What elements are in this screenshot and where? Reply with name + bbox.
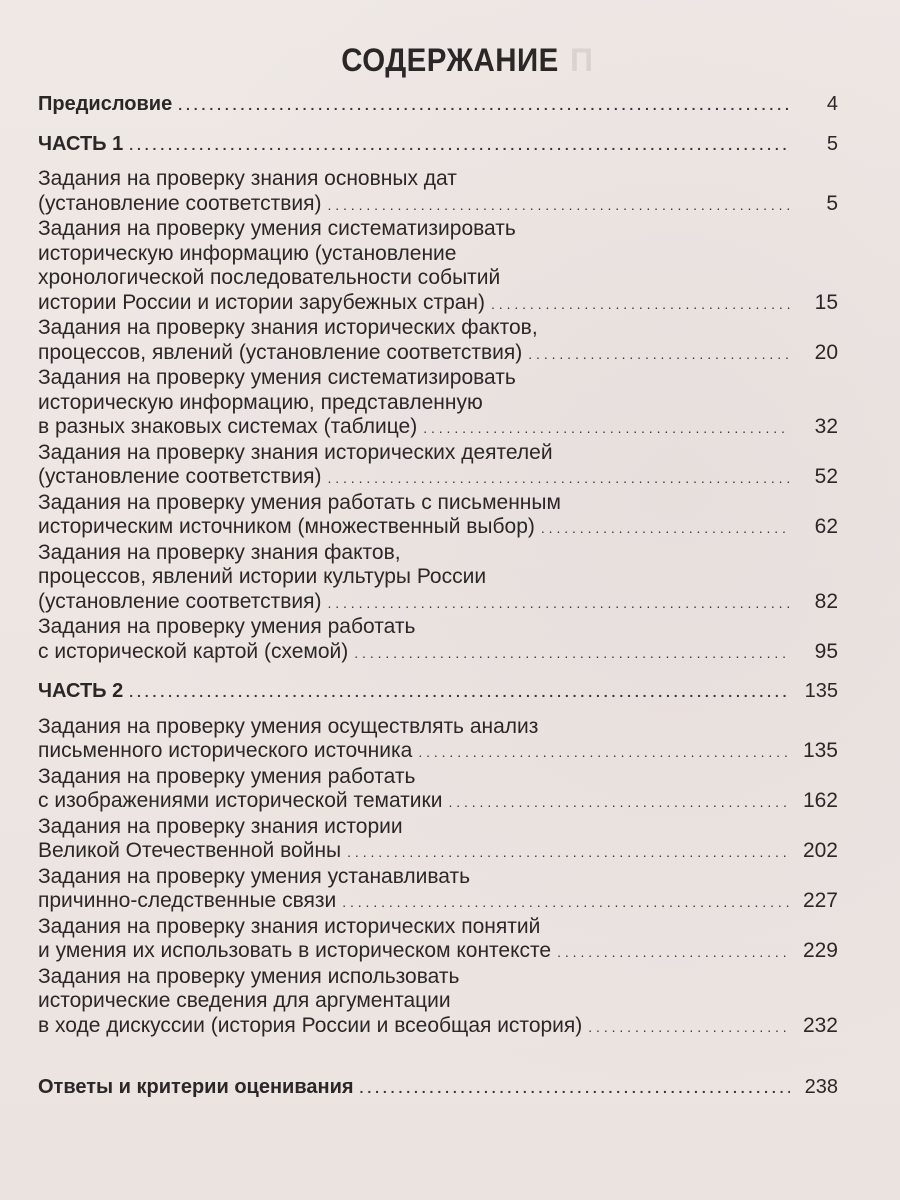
toc-entry-line: Задания на проверку знания исторических понятий [38, 914, 541, 938]
dot-leader [360, 1076, 790, 1101]
toc-entry-line: историческим источником (множественный выбор) [38, 515, 535, 538]
toc-entry[interactable] [38, 316, 838, 366]
toc-entry[interactable] [38, 965, 838, 1040]
toc-entry-line: и умения их использовать в историческом контексте [38, 939, 552, 962]
toc-entry-line: процессов, явлений (установление соответствия) [38, 340, 523, 364]
toc-page-number: 4 [826, 93, 838, 115]
toc-entry-line: исторические сведения для аргументации [38, 989, 451, 1012]
toc-page-number: 232 [802, 1013, 838, 1037]
toc-entry-line: Задания на проверку умения работать [38, 615, 416, 638]
dot-leader [129, 133, 790, 158]
dot-leader [327, 193, 790, 218]
dot-leader [178, 93, 790, 118]
toc-entry[interactable] [38, 167, 838, 217]
toc-page-number: 20 [814, 340, 838, 364]
toc-entry-line: Великой Отечественной войны [38, 839, 342, 862]
toc-entry[interactable] [38, 915, 838, 965]
toc-entry[interactable] [38, 765, 838, 815]
dot-leader [129, 680, 790, 705]
toc-entry[interactable] [38, 541, 838, 616]
toc-entry-line: хронологической последовательности событий [38, 266, 501, 289]
toc-page-number: 229 [802, 939, 838, 962]
toc-entry-title: Ответы и критерии оценивания [38, 1076, 354, 1098]
toc-entry-line: процессов, явлений истории культуры России [38, 565, 487, 588]
dot-leader [491, 292, 790, 317]
toc-entry-line: историческую информацию (установление [38, 241, 457, 265]
dot-leader [557, 940, 790, 965]
dot-leader [423, 416, 790, 441]
toc-entry-line: в ходе дискуссии (история России и всеобщая история) [38, 1013, 583, 1037]
toc-entry-line: истории России и истории зарубежных стран) [38, 290, 486, 314]
toc-entry-line: в разных знаковых системах (таблице) [38, 415, 418, 438]
toc-entry-line: (установление соответствия) [38, 589, 322, 613]
toc-page-number: 5 [826, 132, 838, 155]
toc-entry-line: Задания на проверку умения систематизировать [38, 217, 516, 240]
toc-entry-line: Задания на проверку знания истории [38, 814, 403, 838]
table-of-contents [38, 92, 838, 1101]
toc-entry[interactable] [38, 815, 838, 865]
toc-entry[interactable] [38, 491, 838, 541]
toc-page-number: 62 [814, 515, 838, 538]
toc-entry-title: ЧАСТЬ 2 [38, 680, 124, 702]
toc-entry-title: ЧАСТЬ 1 [38, 132, 124, 155]
toc-entry-line: Задания на проверку умения осуществлять анализ [38, 714, 539, 738]
toc-entry[interactable] [38, 217, 838, 316]
dot-leader [528, 342, 790, 367]
toc-page-number: 15 [814, 290, 838, 314]
dot-leader [541, 516, 790, 541]
toc-page-number: 162 [802, 789, 838, 812]
toc-page-number: 95 [814, 639, 838, 663]
toc-entry-answers[interactable] [38, 1075, 838, 1101]
toc-page-number: 32 [814, 415, 838, 438]
toc-page-number: 202 [802, 839, 838, 862]
dot-leader [327, 466, 790, 491]
toc-entry-line: Задания на проверку умения работать с письменным [38, 490, 561, 514]
toc-entry[interactable] [38, 715, 838, 765]
bleed-through-heading: П [570, 42, 599, 78]
toc-entry-line: Задания на проверку знания основных дат [38, 167, 457, 190]
toc-entry[interactable] [38, 615, 838, 665]
toc-entry-line: историческую информацию, представленную [38, 390, 483, 414]
toc-entry-title: Предисловие [38, 93, 173, 115]
dot-leader [354, 641, 790, 666]
toc-entry-line: Задания на проверку знания исторических фактов, [38, 316, 538, 339]
toc-entry-line: Задания на проверку знания исторических деятелей [38, 440, 553, 464]
toc-entry[interactable] [38, 865, 838, 915]
toc-entry-part-1[interactable] [38, 132, 838, 158]
toc-entry-line: причинно-следственные связи [38, 889, 337, 912]
toc-entry-line: Задания на проверку умения устанавливать [38, 864, 471, 888]
dot-leader [342, 890, 790, 915]
toc-entry-line: (установление соответствия) [38, 191, 322, 215]
toc-entry-line: Задания на проверку знания фактов, [38, 540, 401, 564]
toc-page-number: 5 [826, 191, 838, 215]
toc-entry-preface[interactable] [38, 92, 838, 118]
toc-page-number: 135 [802, 739, 838, 762]
toc-entry-line: (установление соответствия) [38, 465, 322, 488]
toc-entry-part-2[interactable] [38, 679, 838, 705]
dot-leader [418, 740, 790, 765]
dot-leader [347, 840, 790, 865]
dot-leader [448, 790, 790, 815]
toc-page-number: 227 [802, 889, 838, 912]
toc-entry-line: с изображениями исторической тематики [38, 789, 443, 812]
toc-page-number: 238 [804, 1076, 838, 1098]
toc-page-number: 52 [814, 465, 838, 488]
page-title: СОДЕРЖАНИЕ [341, 42, 559, 78]
toc-entry[interactable] [38, 441, 838, 491]
toc-entry-line: Задания на проверку умения использовать [38, 964, 460, 988]
toc-entry-line: Задания на проверку умения систематизировать [38, 366, 516, 389]
toc-page-number: 135 [804, 680, 838, 702]
toc-entry-line: письменного исторического источника [38, 739, 413, 762]
toc-entry[interactable] [38, 366, 838, 441]
dot-leader [588, 1015, 790, 1040]
dot-leader [327, 591, 790, 616]
toc-page-number: 82 [814, 589, 838, 613]
toc-entry-line: с исторической картой (схемой) [38, 639, 349, 663]
toc-entry-line: Задания на проверку умения работать [38, 764, 416, 788]
